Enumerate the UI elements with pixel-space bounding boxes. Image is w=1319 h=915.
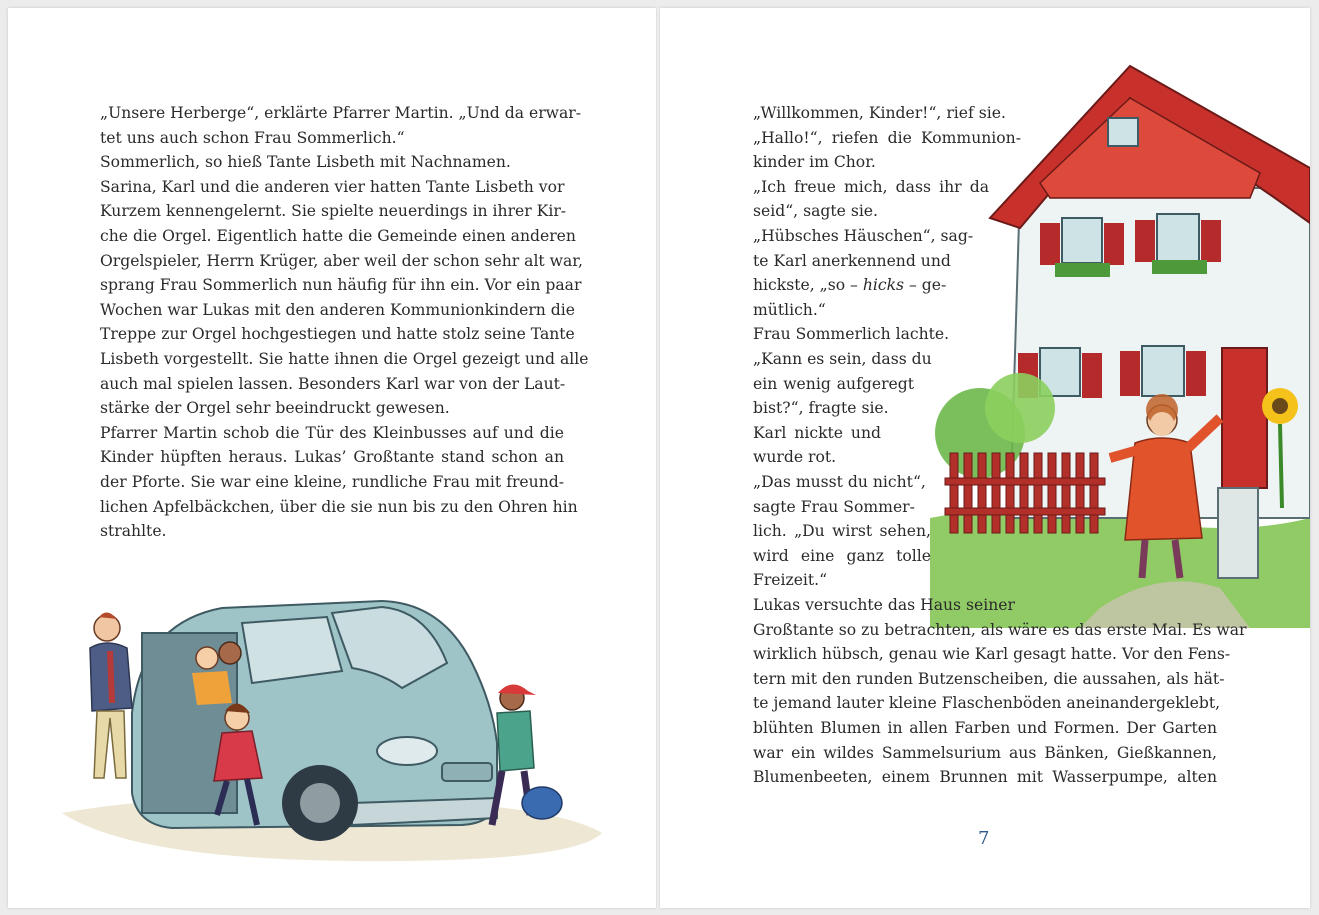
van-illustration (52, 593, 612, 873)
left-page-text (100, 101, 589, 544)
text-line: wird eine ganz tolle (753, 546, 931, 565)
text-line: te Karl anerkennend und (753, 251, 951, 270)
page-number: 7 (978, 828, 990, 849)
text-line: che die Orgel. Eigentlich hatte die Gemeinde einen anderen (100, 226, 576, 245)
text-line: lich. „Du wirst sehen, (753, 522, 931, 541)
text-line: hickste, „so – hicks – ge- (753, 276, 947, 295)
text-line: Karl nickte und (753, 423, 881, 442)
text-line: Treppe zur Orgel hochgestiegen und hatte stolz seine Tante (100, 325, 575, 344)
right-page-wrapped-text (753, 101, 1021, 593)
text-line: strahlte. (100, 522, 167, 541)
left-page (8, 8, 656, 908)
text-line: blühten Blumen in allen Farben und Formen. Der Garten (753, 718, 1217, 737)
text-line: „Hallo!“, riefen die Kommunion- (753, 128, 1021, 147)
text-line: Kurzem kennengelernt. Sie spielte neuerdings in ihrer Kir- (100, 202, 567, 221)
text-line: „Hübsches Häuschen“, sag- (753, 226, 974, 245)
text-line: stärke der Orgel sehr beeindruckt gewesen. (100, 399, 450, 418)
text-line: Orgelspieler, Herrn Krüger, aber weil der schon sehr alt war, (100, 251, 584, 270)
text-line: „Das musst du nicht“, (753, 472, 926, 491)
text-line: sagte Frau Sommer- (753, 497, 915, 516)
text-line: Wochen war Lukas mit den anderen Kommunionkindern die (100, 300, 575, 319)
text-line: mütlich.“ (753, 300, 826, 319)
text-line: te jemand lauter kleine Flaschenböden aneinandergeklebt, (753, 694, 1221, 713)
text-line: bist?“, fragte sie. (753, 399, 889, 418)
text-line: lichen Apfelbäckchen, über die sie nun bis zu den Ohren hin (100, 497, 578, 516)
text-line: tet uns auch schon Frau Sommerlich.“ (100, 128, 405, 147)
text-line: Großtante so zu betrachten, als wäre es das erste Mal. Es war (753, 620, 1247, 639)
text-line: Freizeit.“ (753, 571, 828, 590)
text-line: „Willkommen, Kinder!“, rief sie. (753, 104, 1006, 122)
text-line: der Pforte. Sie war eine kleine, rundliche Frau mit freund- (100, 472, 564, 491)
text-line: Lukas versuchte das Haus seiner (753, 596, 1015, 614)
text-line: „Ich freue mich, dass ihr da (753, 177, 989, 196)
text-line: Kinder hüpften heraus. Lukas’ Großtante stand schon an (100, 448, 564, 467)
text-line: Sarina, Karl und die anderen vier hatten Tante Lisbeth vor (100, 177, 565, 196)
right-page (660, 8, 1310, 908)
text-line: Sommerlich, so hieß Tante Lisbeth mit Nachnamen. (100, 153, 511, 172)
text-line: wurde rot. (753, 448, 837, 467)
text-line: kinder im Chor. (753, 153, 876, 172)
text-line: sprang Frau Sommerlich nun häufig für ihn ein. Vor ein paar (100, 276, 582, 295)
text-line: tern mit den runden Butzenscheiben, die aussahen, als hät- (753, 669, 1225, 688)
right-page-text (753, 593, 1247, 790)
text-line: war ein wildes Sammelsurium aus Bänken, Gießkannen, (753, 743, 1217, 762)
text-line: „Unsere Herberge“, erklärte Pfarrer Martin. „Und da erwar- (100, 104, 582, 122)
text-line: wirklich hübsch, genau wie Karl gesagt hatte. Vor den Fens- (753, 645, 1231, 664)
text-line: „Kann es sein, dass du (753, 349, 932, 368)
text-line: auch mal spielen lassen. Besonders Karl war von der Laut- (100, 374, 566, 393)
text-line: Pfarrer Martin schob die Tür des Kleinbusses auf und die (100, 423, 564, 442)
text-line: ein wenig aufgeregt (753, 374, 914, 393)
text-line: Lisbeth vorgestellt. Sie hatte ihnen die Orgel gezeigt und alle (100, 349, 589, 368)
italic-word: hicks (862, 276, 905, 295)
text-line: Frau Sommerlich lachte. (753, 325, 950, 344)
text-line: seid“, sagte sie. (753, 202, 878, 221)
text-line: Blumenbeeten, einem Brunnen mit Wasserpumpe, alten (753, 768, 1217, 787)
